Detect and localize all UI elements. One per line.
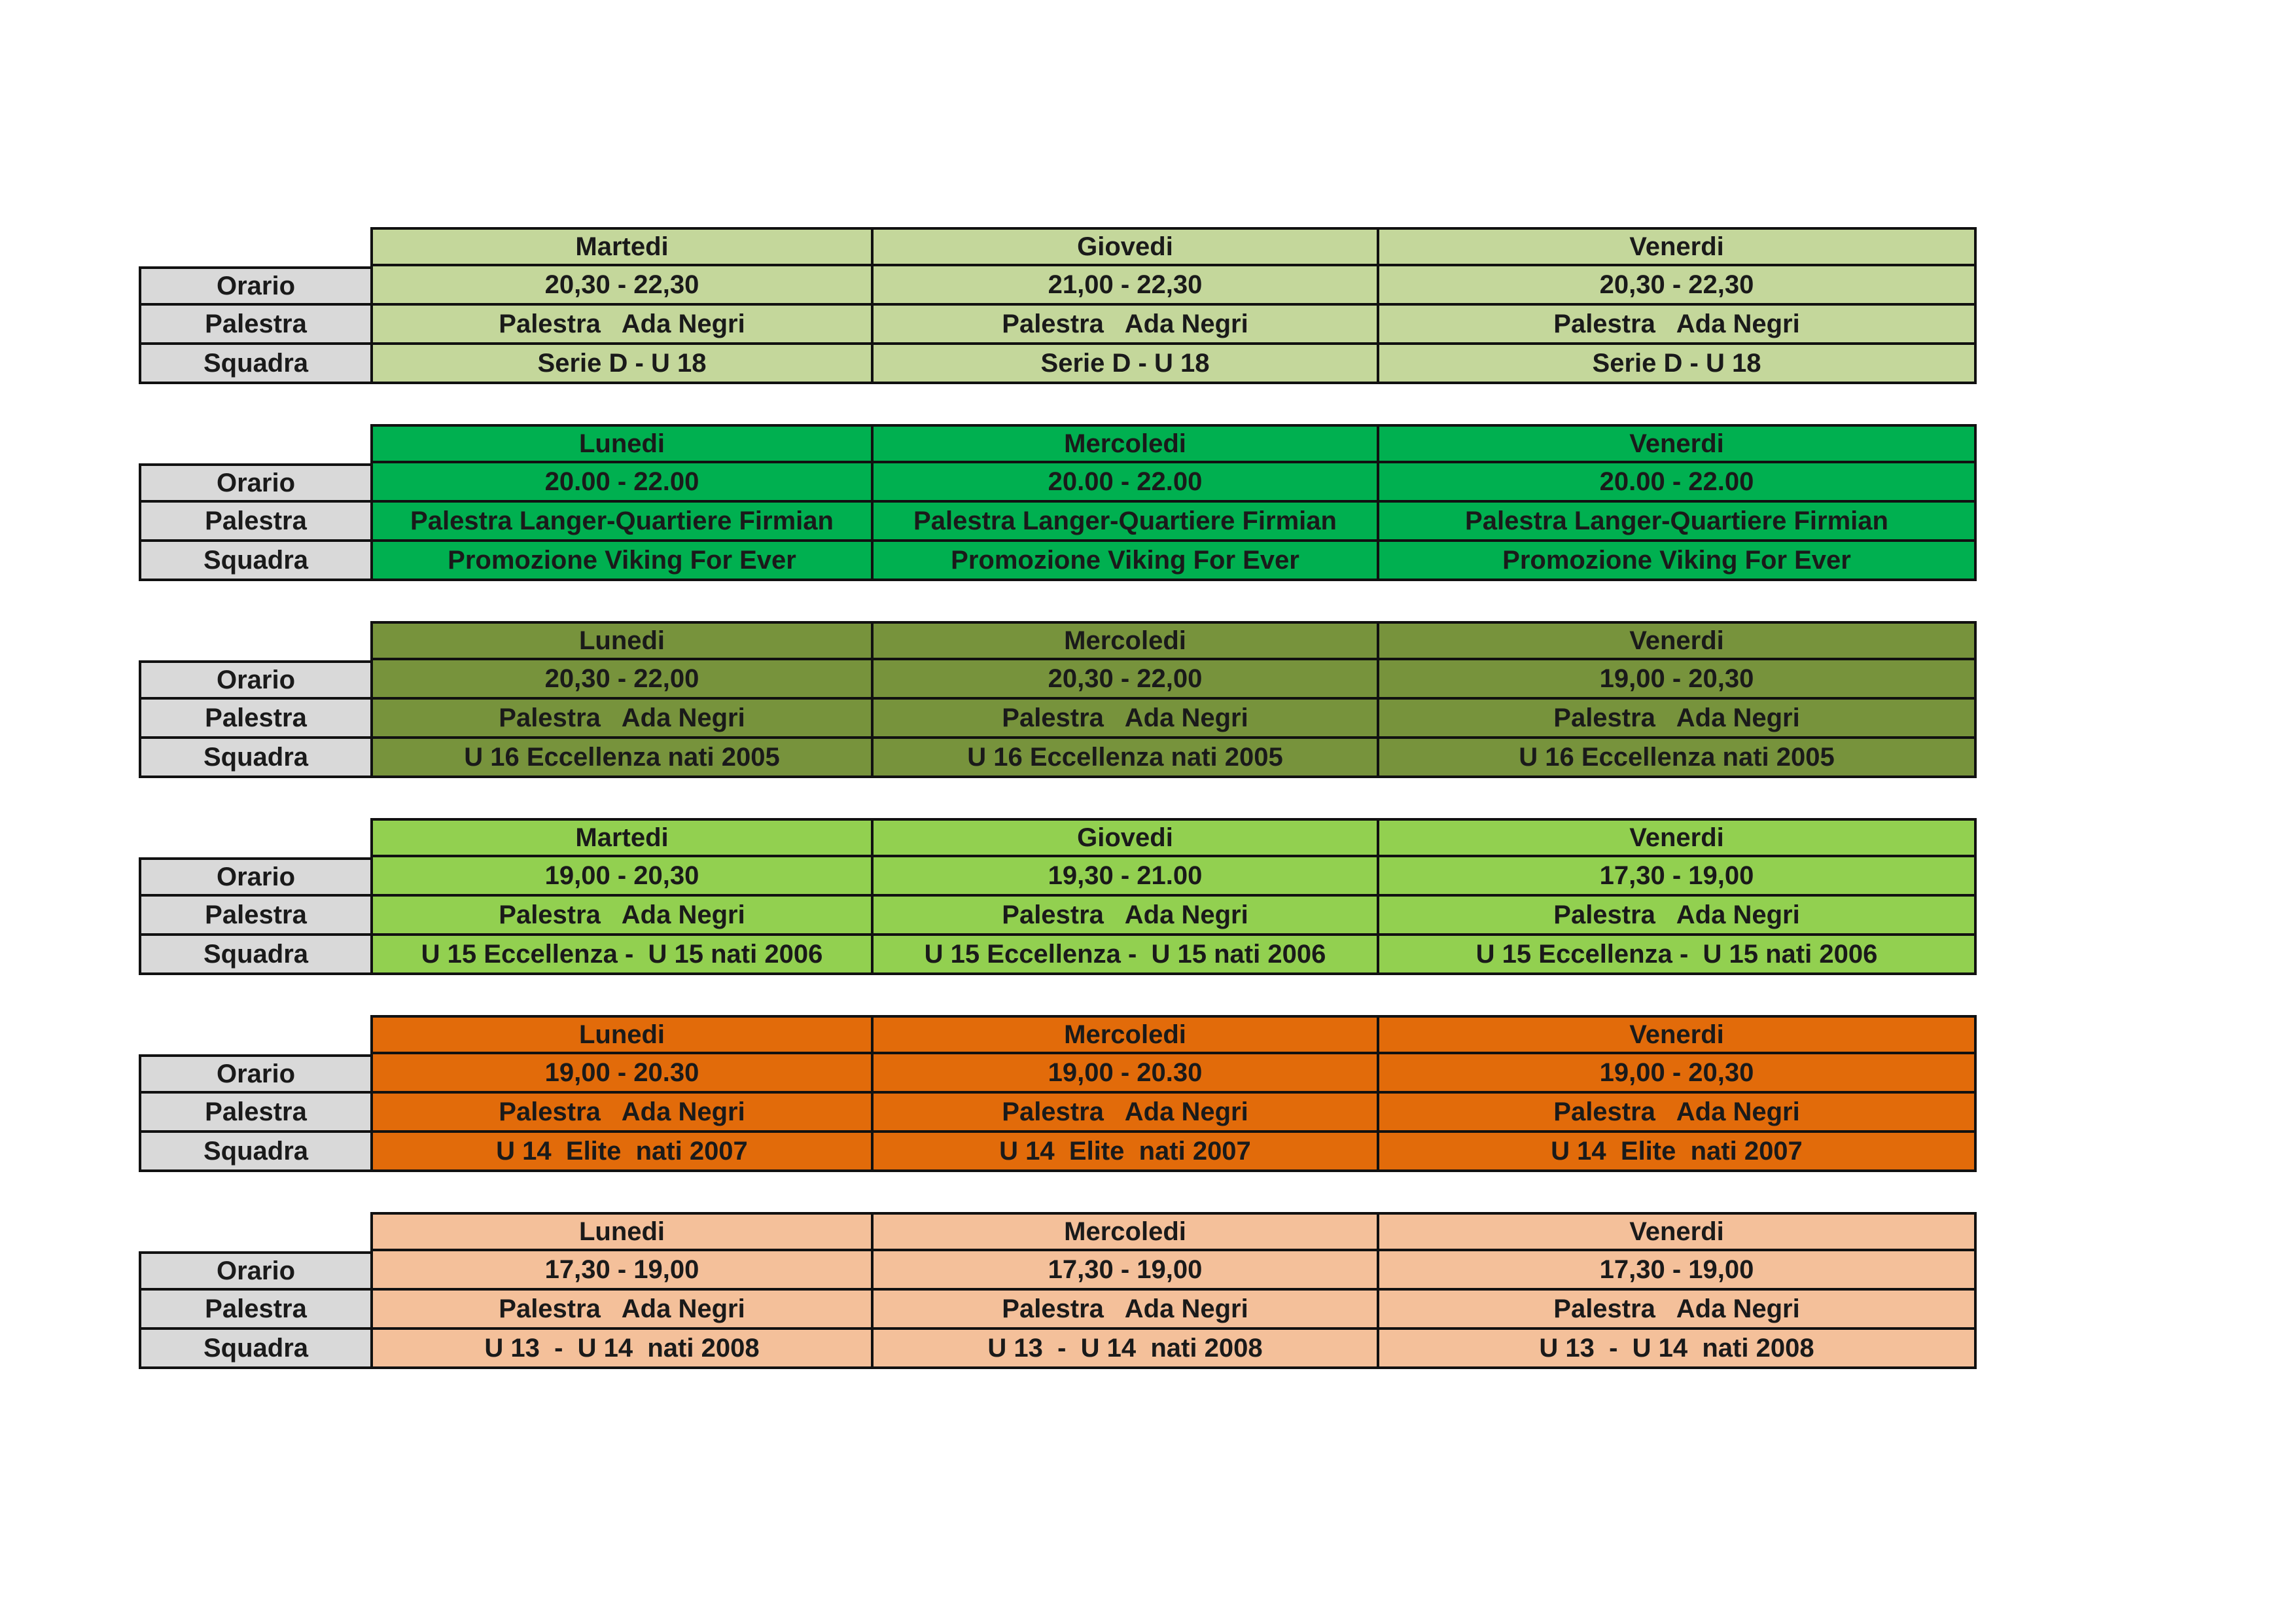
row-label-squadra: Squadra (139, 1133, 373, 1172)
orario-cell: 20.00 - 22.00 (874, 463, 1379, 503)
squadra-cell: U 14 Elite nati 2007 (874, 1133, 1379, 1172)
schedule-table (139, 621, 1977, 778)
squadra-cell: Serie D - U 18 (373, 345, 874, 384)
day-header: Mercoledi (874, 1212, 1379, 1251)
row-label-squadra: Squadra (139, 542, 373, 581)
day-header: Mercoledi (874, 424, 1379, 463)
palestra-cell: Palestra Langer-Quartiere Firmian (1379, 503, 1977, 542)
day-header: Lunedi (373, 424, 874, 463)
row-label-palestra: Palestra (139, 700, 373, 739)
squadra-cell: U 16 Eccellenza nati 2005 (874, 739, 1379, 778)
orario-cell: 20,30 - 22,30 (373, 266, 874, 306)
orario-cell: 17,30 - 19,00 (1379, 1251, 1977, 1291)
palestra-cell: Palestra Ada Negri (373, 897, 874, 936)
row-label-orario: Orario (139, 1054, 373, 1094)
day-header: Venerdi (1379, 227, 1977, 266)
day-header: Mercoledi (874, 1015, 1379, 1054)
row-label-palestra: Palestra (139, 1094, 373, 1133)
row-label-orario: Orario (139, 857, 373, 897)
day-header: Venerdi (1379, 1015, 1977, 1054)
orario-cell: 21,00 - 22,30 (874, 266, 1379, 306)
row-label-squadra: Squadra (139, 1330, 373, 1369)
orario-cell: 20.00 - 22.00 (373, 463, 874, 503)
squadra-cell: U 15 Eccellenza - U 15 nati 2006 (1379, 936, 1977, 975)
day-header: Venerdi (1379, 621, 1977, 660)
row-label-palestra: Palestra (139, 503, 373, 542)
day-header: Martedi (373, 818, 874, 857)
palestra-cell: Palestra Ada Negri (1379, 1094, 1977, 1133)
day-header: Lunedi (373, 1212, 874, 1251)
orario-cell: 19,00 - 20,30 (1379, 660, 1977, 700)
row-label-orario: Orario (139, 266, 373, 306)
orario-cell: 17,30 - 19,00 (373, 1251, 874, 1291)
palestra-cell: Palestra Langer-Quartiere Firmian (373, 503, 874, 542)
orario-cell: 19,00 - 20,30 (1379, 1054, 1977, 1094)
palestra-cell: Palestra Ada Negri (874, 1094, 1379, 1133)
orario-cell: 20.00 - 22.00 (1379, 463, 1977, 503)
palestra-cell: Palestra Ada Negri (1379, 1291, 1977, 1330)
palestra-cell: Palestra Ada Negri (874, 897, 1379, 936)
day-header: Venerdi (1379, 424, 1977, 463)
day-header: Venerdi (1379, 818, 1977, 857)
squadra-cell: Promozione Viking For Ever (874, 542, 1379, 581)
row-label-orario: Orario (139, 1251, 373, 1291)
row-label-squadra: Squadra (139, 936, 373, 975)
corner-cell (139, 1212, 373, 1251)
corner-cell (139, 621, 373, 660)
squadra-cell: Promozione Viking For Ever (373, 542, 874, 581)
squadra-cell: U 15 Eccellenza - U 15 nati 2006 (874, 936, 1379, 975)
row-label-squadra: Squadra (139, 739, 373, 778)
row-label-orario: Orario (139, 660, 373, 700)
squadra-cell: U 15 Eccellenza - U 15 nati 2006 (373, 936, 874, 975)
day-header: Lunedi (373, 621, 874, 660)
squadra-cell: Promozione Viking For Ever (1379, 542, 1977, 581)
day-header: Giovedi (874, 227, 1379, 266)
day-header: Venerdi (1379, 1212, 1977, 1251)
row-label-orario: Orario (139, 463, 373, 503)
orario-cell: 17,30 - 19,00 (874, 1251, 1379, 1291)
squadra-cell: U 16 Eccellenza nati 2005 (1379, 739, 1977, 778)
day-header: Giovedi (874, 818, 1379, 857)
squadra-cell: U 13 - U 14 nati 2008 (1379, 1330, 1977, 1369)
orario-cell: 20,30 - 22,00 (874, 660, 1379, 700)
orario-cell: 19,00 - 20.30 (874, 1054, 1379, 1094)
schedule-table (139, 1015, 1977, 1172)
squadra-cell: U 14 Elite nati 2007 (373, 1133, 874, 1172)
orario-cell: 17,30 - 19,00 (1379, 857, 1977, 897)
palestra-cell: Palestra Ada Negri (1379, 897, 1977, 936)
palestra-cell: Palestra Ada Negri (373, 700, 874, 739)
palestra-cell: Palestra Langer-Quartiere Firmian (874, 503, 1379, 542)
day-header: Lunedi (373, 1015, 874, 1054)
palestra-cell: Palestra Ada Negri (874, 1291, 1379, 1330)
corner-cell (139, 1015, 373, 1054)
palestra-cell: Palestra Ada Negri (874, 306, 1379, 345)
squadra-cell: Serie D - U 18 (874, 345, 1379, 384)
palestra-cell: Palestra Ada Negri (1379, 700, 1977, 739)
orario-cell: 20,30 - 22,00 (373, 660, 874, 700)
squadra-cell: U 13 - U 14 nati 2008 (373, 1330, 874, 1369)
row-label-palestra: Palestra (139, 1291, 373, 1330)
squadra-cell: U 13 - U 14 nati 2008 (874, 1330, 1379, 1369)
palestra-cell: Palestra Ada Negri (1379, 306, 1977, 345)
orario-cell: 20,30 - 22,30 (1379, 266, 1977, 306)
day-header: Mercoledi (874, 621, 1379, 660)
row-label-palestra: Palestra (139, 306, 373, 345)
orario-cell: 19,00 - 20.30 (373, 1054, 874, 1094)
palestra-cell: Palestra Ada Negri (373, 1291, 874, 1330)
squadra-cell: U 14 Elite nati 2007 (1379, 1133, 1977, 1172)
orario-cell: 19,00 - 20,30 (373, 857, 874, 897)
palestra-cell: Palestra Ada Negri (874, 700, 1379, 739)
row-label-palestra: Palestra (139, 897, 373, 936)
squadra-cell: Serie D - U 18 (1379, 345, 1977, 384)
schedule-table (139, 818, 1977, 975)
schedule-table (139, 424, 1977, 581)
palestra-cell: Palestra Ada Negri (373, 1094, 874, 1133)
corner-cell (139, 818, 373, 857)
squadra-cell: U 16 Eccellenza nati 2005 (373, 739, 874, 778)
schedule-table (139, 1212, 1977, 1369)
row-label-squadra: Squadra (139, 345, 373, 384)
corner-cell (139, 424, 373, 463)
corner-cell (139, 227, 373, 266)
schedule-table (139, 227, 1977, 384)
day-header: Martedi (373, 227, 874, 266)
palestra-cell: Palestra Ada Negri (373, 306, 874, 345)
orario-cell: 19,30 - 21.00 (874, 857, 1379, 897)
